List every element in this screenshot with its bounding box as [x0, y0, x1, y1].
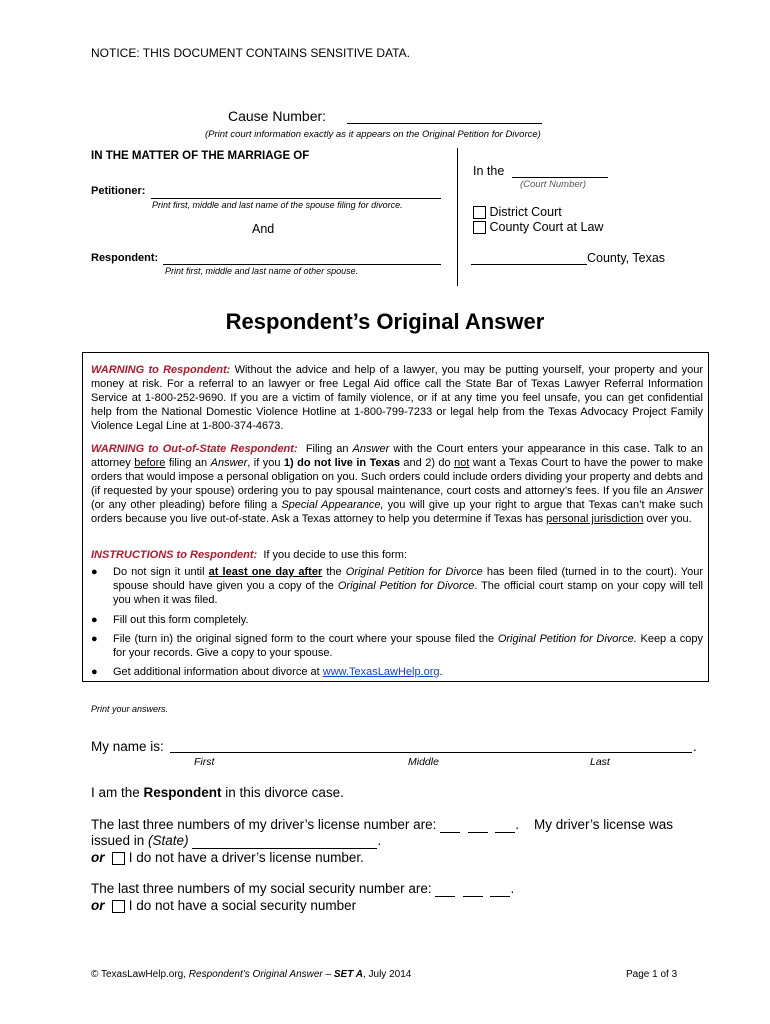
name-last-label: Last [590, 756, 610, 768]
footer-e: , July 2014 [362, 969, 412, 980]
ssn-label: The last three numbers of my social security number are: [91, 881, 432, 896]
matter-heading: IN THE MATTER OF THE MARRIAGE OF [91, 150, 310, 162]
no-license-label: I do not have a driver’s license number. [128, 850, 364, 865]
license-label: The last three numbers of my driver’s license number are: [91, 817, 437, 832]
county-texas-label: County, Texas [587, 251, 666, 265]
ws-text-15: you will give up your right to argue that Texas can’t make such orders because you live out-of-state. Ask a Texas attorney to help you determine if Texas has [91, 499, 703, 525]
ssn-line-1: The last three numbers of my social security number are: . [91, 881, 515, 896]
county-field[interactable] [471, 264, 587, 265]
sensitive-data-notice: NOTICE: THIS DOCUMENT CONTAINS SENSITIVE DATA. [91, 46, 410, 60]
issued-in-label: issued in [91, 833, 149, 848]
ws-text-3: with the Court enters your appearance in this case. Talk to an attorney [91, 443, 703, 469]
bullet-dot: ● [91, 666, 98, 678]
court-number-note: (Court Number) [520, 179, 586, 190]
b2-text: Fill out this form completely. [113, 614, 249, 626]
respondent-stmt-b: Respondent [143, 785, 222, 800]
ws-text-16: personal jurisdiction [546, 513, 644, 525]
license-line-1: The last three numbers of my driver’s license number are: . My driver’s license was [91, 817, 674, 832]
cause-number-field[interactable] [347, 123, 542, 124]
ws-text-2: Answer [352, 443, 390, 455]
respondent-stmt-a: I am the [91, 785, 144, 800]
name-first-label: First [194, 756, 215, 768]
document-title: Respondent’s Original Answer [225, 309, 545, 334]
texaslawhelp-link[interactable]: www.TexasLawHelp.org [322, 666, 440, 678]
bullet-dot: ● [91, 566, 98, 578]
no-ssn-option[interactable] [91, 898, 356, 913]
ws-text-8: 1) do not live in Texas [283, 457, 400, 469]
ssn-digit-1[interactable] [435, 881, 455, 897]
instructions-label: INSTRUCTIONS to Respondent: [91, 549, 258, 561]
ws-text-11: want a Texas Court to have the power to make orders that would impose a personal obligation on you. Such orders could include orders dividing your property and debts and (if requested by your spouse) ordering you to pay spousal maintenance, court costs and attorney’s fees. If you file an [91, 457, 704, 497]
county-court-label: County Court at Law [489, 220, 604, 234]
ws-text-9: and 2) do [399, 457, 455, 469]
ssn-digit-3[interactable] [490, 881, 510, 897]
cause-number-note: (Print court information exactly as it appears on the Original Petition for Divorce) [205, 129, 541, 140]
district-court-label: District Court [489, 205, 562, 219]
county-court-checkbox[interactable] [473, 221, 486, 234]
district-court-option[interactable] [473, 205, 562, 219]
ws-text-4: before [134, 457, 166, 469]
no-ssn-label: I do not have a social security number [128, 898, 357, 913]
b4-text-a: Get additional information about divorce at [113, 666, 323, 678]
b1-text-a: Do not sign it until [113, 566, 209, 578]
license-issued-label: My driver’s license was [533, 817, 674, 832]
b1-text-e: has been filed (turned in to the court). Your spouse should have given you a copy of the [113, 566, 704, 592]
no-license-checkbox[interactable] [112, 852, 125, 865]
b3-text-a: File (turn in) the original signed form to the court where your spouse filed the [113, 633, 498, 645]
instructions-intro: If you decide to use this form: [263, 549, 408, 561]
license-digit-1[interactable] [440, 817, 460, 833]
no-ssn-checkbox[interactable] [112, 900, 125, 913]
license-digit-3[interactable] [495, 817, 515, 833]
warning-respondent-label: WARNING to Respondent: [91, 364, 231, 376]
instructions-heading [91, 548, 703, 562]
license-digit-2[interactable] [468, 817, 488, 833]
warning-out-of-state-label: WARNING to Out-of-State Respondent: [91, 443, 298, 455]
ssn-or: or [91, 898, 105, 913]
district-court-checkbox[interactable] [473, 206, 486, 219]
ws-text-14: Special Appearance, [281, 499, 384, 511]
respondent-statement [91, 785, 344, 800]
warning-respondent-paragraph [91, 363, 703, 433]
b1-text-f: Original Petition for Divorce [337, 580, 475, 592]
footer-c: – [322, 969, 334, 980]
warning-respondent-text: Without the advice and help of a lawyer, you may be putting yourself, your property and your money at risk. For a referral to an lawyer or free Legal Aid office call the State Bar of Texas Lawyer Referral Information Service at 1-800-252-9690. If you are a victim of family violence, or if at any time you feel unsafe, you can get confidential help from the National Domestic Violence Hotline at 1-800-799-7233 or legal help from the Texas Advocacy Project Family Violence Legal Line at 1-800-374-4673. [91, 364, 703, 432]
warning-out-of-state-paragraph [91, 442, 703, 526]
ws-text-1: Filing an [305, 443, 353, 455]
b1-text-d: Original Petition for Divorce [345, 566, 483, 578]
no-license-option[interactable] [91, 850, 364, 865]
b1-text-b: at least one day after [208, 566, 323, 578]
and-label: And [252, 222, 275, 236]
in-the-label: In the [473, 164, 505, 178]
ws-text-10: not [454, 457, 470, 469]
ws-text-5: filing an [165, 457, 211, 469]
footer-d: SET A [333, 969, 363, 980]
license-line-2: issued in (State) . [91, 833, 382, 848]
petitioner-name-field[interactable] [151, 198, 441, 199]
bullet-dot: ● [91, 614, 98, 626]
name-period: . [693, 739, 697, 754]
ws-text-12: Answer [666, 485, 703, 497]
respondent-note: Print first, middle and last name of other spouse. [165, 266, 359, 276]
ws-text-7: , if you [247, 457, 284, 469]
cause-number-label: Cause Number: [228, 108, 327, 124]
state-label: (State) [148, 833, 189, 848]
name-middle-label: Middle [408, 756, 439, 768]
page-number: Page 1 of 3 [626, 969, 678, 980]
respondent-name-field[interactable] [163, 264, 441, 265]
footer-left [91, 969, 411, 980]
petitioner-label: Petitioner: [91, 185, 146, 197]
respondent-stmt-c: in this divorce case. [221, 785, 344, 800]
b4-text-c: . [439, 666, 443, 678]
print-answers-note: Print your answers. [91, 704, 169, 714]
caption-divider [457, 148, 458, 286]
respondent-label: Respondent: [91, 252, 159, 264]
ssn-digit-2[interactable] [463, 881, 483, 897]
petitioner-note: Print first, middle and last name of the spouse filing for divorce. [152, 200, 403, 210]
b1-text-c: the [322, 566, 346, 578]
name-field[interactable] [170, 752, 692, 753]
license-or: or [91, 850, 105, 865]
bullet-dot: ● [91, 633, 98, 645]
county-court-option[interactable] [473, 220, 603, 234]
b3-text-c: Keep a copy for your records. Give a copy to your spouse. [113, 633, 703, 659]
footer-b: Respondent’s Original Answer [188, 969, 323, 980]
footer-a: © TexasLawHelp.org, [91, 969, 189, 980]
ws-text-17: over you. [643, 513, 692, 525]
license-state-field[interactable] [192, 833, 377, 849]
court-number-field[interactable] [512, 177, 608, 178]
ws-text-13: (or any other pleading) before filing a [91, 499, 282, 511]
name-label: My name is: [91, 739, 164, 754]
b3-text-b: Original Petition for Divorce. [497, 633, 637, 645]
b1-text-g: . The official court stamp on your copy will tell you when it was filed. [113, 580, 703, 606]
ws-text-6: Answer [210, 457, 248, 469]
